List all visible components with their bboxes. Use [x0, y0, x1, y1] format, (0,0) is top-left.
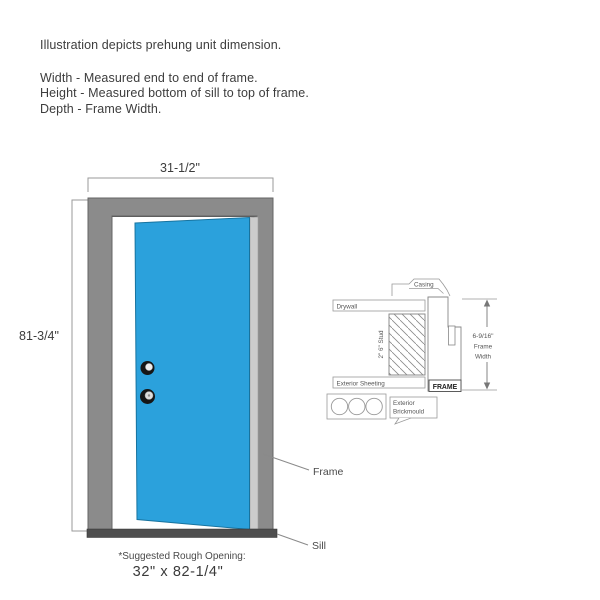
width-dimension-bracket	[88, 178, 273, 192]
width-dimension-text: 31-1/2"	[160, 161, 200, 175]
frame-width-value: 6-9/16"	[472, 333, 494, 340]
casing-label: Casing	[414, 281, 434, 289]
frame-label: Frame	[313, 466, 344, 478]
sill-leader-line	[277, 534, 308, 545]
brickmould-label-line2: Brickmould	[393, 408, 425, 416]
rough-opening-note: *Suggested Rough Opening:	[118, 551, 246, 562]
brickmould-box	[327, 394, 386, 419]
width-definition: Width - Measured end to end of frame.	[40, 70, 258, 85]
frame-cross-section	[327, 279, 497, 424]
door-illustration	[19, 161, 343, 580]
door-knob	[140, 389, 155, 404]
brickmould-profile	[327, 394, 386, 419]
dimension-arrow-down	[484, 383, 490, 390]
drywall-label: Drywall	[336, 303, 358, 311]
door-edge-strip	[250, 217, 258, 529]
sheeting-label: Exterior Sheeting	[336, 380, 385, 388]
brickmould-callout-pointer	[395, 418, 411, 424]
frame-width-word1: Frame	[473, 343, 493, 351]
door-slab	[135, 218, 250, 530]
height-dimension-text: 81-3/4"	[19, 329, 59, 343]
stud-hatch	[389, 314, 425, 375]
deadbolt	[141, 361, 155, 375]
brickmould-label-line1: Exterior	[393, 400, 415, 407]
dimension-arrow-up	[484, 300, 490, 307]
intro-line: Illustration depicts prehung unit dimension.	[40, 38, 282, 52]
door-sill	[87, 529, 277, 538]
frame-width-dimension	[462, 299, 497, 390]
height-dimension-bracket	[72, 200, 88, 531]
sill-label: Sill	[312, 540, 327, 552]
frame-profile	[428, 297, 461, 391]
depth-definition: Depth - Frame Width.	[40, 101, 162, 116]
frame-width-word2: Width	[474, 353, 492, 361]
brickmould-callout	[390, 397, 437, 424]
casing-profile-step	[409, 289, 444, 294]
frame-kerf-slot	[449, 326, 456, 345]
frame-section-label: FRAME	[432, 384, 458, 391]
stud-label: 2" 6" Stud	[378, 330, 385, 359]
rough-opening-size: 32" x 82-1/4"	[132, 564, 224, 580]
height-definition: Height - Measured bottom of sill to top of frame.	[40, 86, 309, 100]
